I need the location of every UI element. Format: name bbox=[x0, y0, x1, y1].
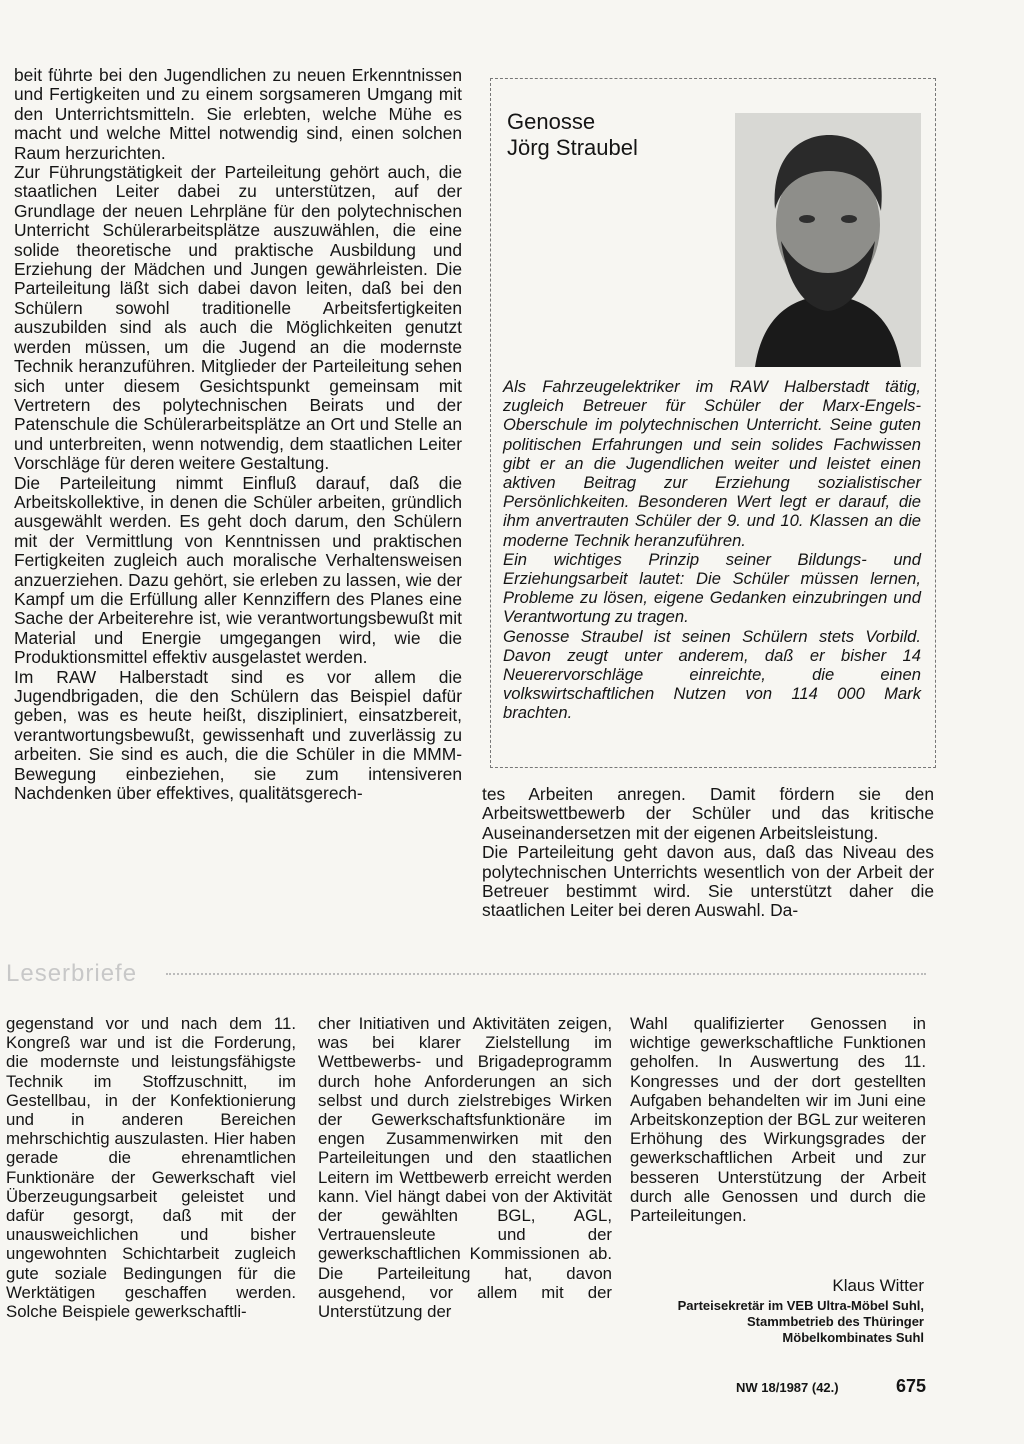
paragraph: Im RAW Halberstadt sind es vor allem die Jugendbrigaden, die den Schülern das Beispiel dafür geben, was es heute heißt, diszipliniert, einsatzbereit, verantwortungsbewußt, gewissenhaft und zuverlässig zu arbeiten. Sie sind es auch, die die Schüler in die MMM-Bewegung einbeziehen, sie zum intensiveren Nachdenken über effektives, qualitätsgerech- bbox=[14, 666, 462, 804]
page-number: 675 bbox=[896, 1376, 927, 1396]
author-role bbox=[640, 1298, 924, 1346]
profile-text bbox=[503, 377, 921, 723]
author-role-line: Stammbetrieb des Thüringer bbox=[747, 1314, 924, 1329]
paragraph: tes Arbeiten anregen. Damit fördern sie den Arbeitswettbewerb der Schüler und das kritische Auseinandersetzen mit der eigenen Arbeitsleistung. bbox=[482, 784, 934, 843]
letter-column-2: cher Initiativen und Aktivitäten zeigen, was bei klarer Zielstellung im Wettbewerbs- und Brigadeprogramm durch hohe Anforderungen an sich selbst und durch zielstrebiges Wirken der Gewerkschaftsfunktionäre im engen Zusammenwirken mit den Parteileitungen und den staatlichen Leitern im Wettbewerb erreicht werden kann. Viel hängt dabei von der Aktivität der gewählten BGL, AGL, Vertrauensleute und der gewerkschaftlichen Kommissionen ab. Die Parteileitung hat, davon ausgehend, vor allem mit der Unterstützung der bbox=[318, 1014, 612, 1322]
profile-paragraph: Ein wichtiges Prinzip seiner Bildungs- und Erziehungsarbeit lautet: Die Schüler müssen lernen, Probleme zu lösen, eigene Gedanken einzubringen und Verantwortung zu tragen. bbox=[503, 549, 921, 627]
paragraph: Die Parteileitung geht davon aus, daß das Niveau des polytechnischen Unterrichts wesentlich von der Arbeit der Betreuer bestimmt wird. Sie unterstützt daher die staatlichen Leiter bei deren Auswahl. Da- bbox=[482, 842, 934, 921]
paragraph: beit führte bei den Jugendlichen zu neuen Erkenntnissen und Fertigkeiten und zu einem sorgsameren Umgang mit den Unterrichtsmitteln. Sie erlebten, welche Mühe es macht und welche Mittel notwendig sind, einen solchen Raum herzurichten. bbox=[14, 65, 462, 163]
paragraph: Zur Führungstätigkeit der Parteileitung gehört auch, die staatlichen Leiter dabei zu unterstützen, auf der Grundlage der neuen Lehrpläne für den polytechnischen Unterricht Schülerarbeitsplätze auszuwählen, die eine solide theoretische und praktische Ausbildung und Erziehung der Mädchen und Jungen gewährleisten. Die Parteileitung läßt sich dabei davon leiten, daß bei den Schülern sowohl traditionelle Arbeitsfertigkeiten auszubilden sind als auch die Möglichkeiten genutzt werden müssen, um die Jugend an die modernste Technik heranzuführen. Mitglieder der Parteileitung sehen sich unter diesem Gesichtspunkt gemeinsam mit Vertretern des polytechnischen Beirats und der Patenschule die Schülerarbeitsplätze an Ort und Stelle an und unterbreiten, wenn notwendig, dem staatlichen Leiter Vorschläge für deren weitere Gestaltung. bbox=[14, 162, 462, 474]
letter-column-1: gegenstand vor und nach dem 11. Kongreß war und ist die Forderung, die modernste und leistungsfähigste Technik im Stoffzuschnitt, im Gestellbau, in der Konfektionierung und in anderen Bereichen mehrschichtig auszulasten. Hier haben gerade die ehrenamtlichen Funktionäre der Gewerkschaft viel Überzeugungsarbeit geleistet und dafür gesorgt, daß mit der unausweichlichen und bisher ungewohnten Schichtarbeit zugleich gute soziale Bedingungen für die Werktätigen geschaffen werden. Solche Beispiele gewerkschaftli- bbox=[6, 1014, 296, 1322]
rubric-label: Leserbriefe bbox=[6, 960, 138, 987]
letter-column-3: Wahl qualifizierter Genossen in wichtige gewerkschaftliche Funktionen geholfen. In Auswertung des 11. Kongresses und der dort gestellten Aufgaben behandelten wir im Juni eine Arbeitskonzeption der BGL zur weiteren Erhöhung des Wirkungsgrades der gewerkschaftlichen Arbeit und zur besseren Unterstützung der Arbeit durch alle Genossen und durch die Parteileitungen. bbox=[630, 1014, 926, 1226]
profile-paragraph: Genosse Straubel ist seinen Schülern stets Vorbild. Davon zeugt unter anderem, daß er bisher 14 Neuerervorschläge einreichte, die einen volkswirtschaftlichen Nutzen von 114 000 Mark brachten. bbox=[503, 626, 921, 723]
article-right-column bbox=[482, 785, 934, 921]
article-left-column bbox=[14, 66, 462, 803]
section-rubric bbox=[6, 960, 926, 988]
profile-title bbox=[507, 109, 638, 161]
author-role-line: Möbelkombinates Suhl bbox=[782, 1330, 924, 1345]
profile-box bbox=[490, 78, 936, 768]
author-role-line: Parteisekretär im VEB Ultra-Möbel Suhl, bbox=[677, 1298, 924, 1313]
rubric-rule bbox=[166, 973, 926, 979]
author-name: Klaus Witter bbox=[832, 1276, 924, 1295]
profile-title-line1: Genosse bbox=[507, 109, 596, 134]
profile-title-line2: Jörg Straubel bbox=[507, 135, 638, 160]
portrait-photo bbox=[735, 113, 921, 367]
profile-paragraph: Als Fahrzeugelektriker im RAW Halberstadt tätig, zugleich Betreuer für Schüler der Marx-Engels-Oberschule im polytechnischen Unterricht. Seine guten politischen Erfahrungen und sein solides Fachwissen gibt er an die Jugendlichen weiter und leistet einen aktiven Beitrag zur Erziehung sozialistischer Persönlichkeiten. Besonderen Wert legt er darauf, die ihm anvertrauten Schüler der 9. und 10. Klassen an die moderne Technik heranzuführen. bbox=[503, 377, 921, 550]
issue-label: NW 18/1987 (42.) bbox=[736, 1380, 839, 1395]
paragraph: Die Parteileitung nimmt Einfluß darauf, daß die Arbeitskollektive, in denen die Schüler arbeiten, gründlich ausgewählt werden. Es geht doch darum, den Schülern mit der Vermittlung von Kenntnissen und praktischen Fertigkeiten zugleich auch moralische Verhaltensweisen anzuerziehen. Dazu gehört, sie erleben zu lassen, wie der Kampf um die Erfüllung aller Kennziffern des Planes eine Sache der Arbeiterehre ist, wie verantwortungsbewußt mit Material und Energie umgegangen wird, wie die Produktionsmittel effektiv ausgelastet werden. bbox=[14, 472, 462, 668]
